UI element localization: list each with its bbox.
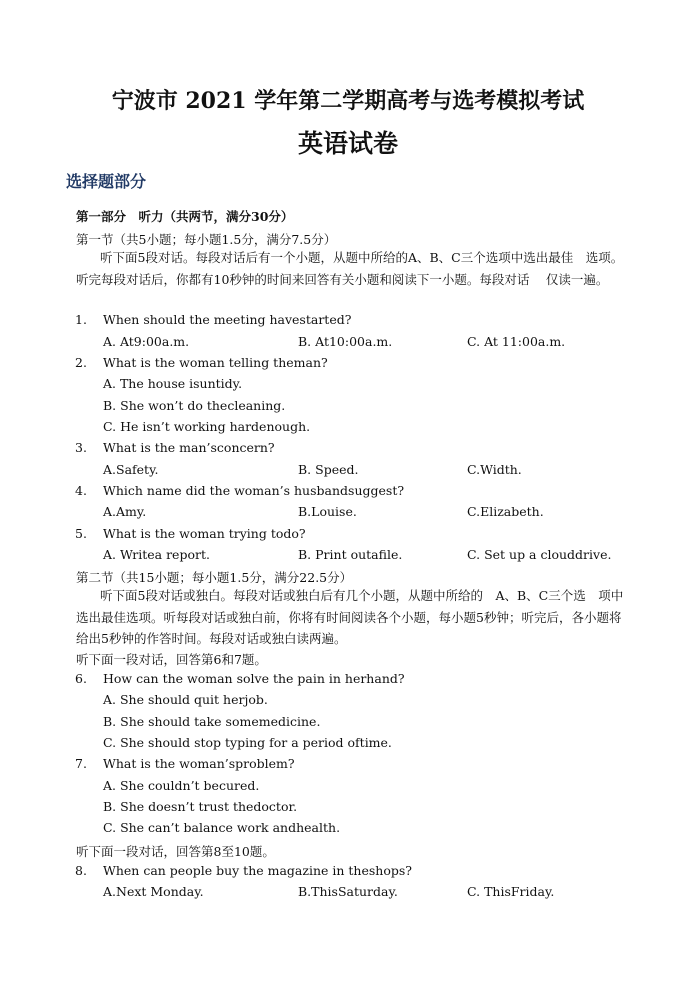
question-number: 3.	[75, 440, 87, 455]
option-c: C. At 11:00a.m.	[467, 334, 566, 349]
option-a: A. She couldn’t becured.	[103, 778, 260, 793]
option-c: C. She should stop typing for a period oftime.	[103, 735, 392, 750]
dialogue-lead: 听下面一段对话，回答第8至10题。	[76, 844, 275, 859]
question-text: When should the meeting havestarted?	[103, 312, 352, 327]
option-a: A.Amy.	[103, 504, 147, 519]
question-number: 7.	[75, 756, 87, 771]
option-a: A. At9:00a.m.	[103, 334, 190, 349]
option-c: C. He isn’t working hardenough.	[103, 419, 311, 434]
question-number: 2.	[75, 355, 87, 370]
question-text: What is the man’sconcern?	[103, 440, 275, 455]
exam-title: 宁波市 2021 学年第二学期高考与选考模拟考试	[111, 88, 585, 114]
option-b: B. Speed.	[298, 462, 359, 477]
option-b: B. Print outafile.	[298, 547, 403, 562]
option-c: C. She can’t balance work andhealth.	[103, 820, 341, 835]
question-text: What is the woman’sproblem?	[103, 756, 295, 771]
question-text: How can the woman solve the pain in herhand?	[103, 671, 405, 686]
option-b: B. She doesn’t trust thedoctor.	[103, 799, 298, 814]
question-text: What is the woman trying todo?	[103, 526, 306, 541]
question-number: 8.	[75, 863, 87, 878]
part1-heading: 第一部分 听力（共两节，满分30分）	[76, 209, 294, 224]
option-b: B.ThisSaturday.	[298, 884, 398, 899]
dialogue-lead: 听下面一段对话，回答第6和7题。	[76, 652, 267, 667]
question-number: 5.	[75, 526, 87, 541]
question-text: When can people buy the magazine in theshops?	[103, 863, 412, 878]
option-a: A. The house isuntidy.	[103, 376, 243, 391]
option-a: A. She should quit herjob.	[103, 692, 268, 707]
option-a: A.Safety.	[103, 462, 159, 477]
question-number: 6.	[75, 671, 87, 686]
option-c: C.Elizabeth.	[467, 504, 544, 519]
option-c: C.Width.	[467, 462, 522, 477]
option-a: A.Next Monday.	[103, 884, 204, 899]
sec2-heading: 第二节（共15小题；每小题1.5分，满分22.5分）	[76, 570, 353, 585]
question-number: 1.	[75, 312, 87, 327]
sec1-instruction: 听下面5段对话。每段对话后有一个小题，从题中所给的A、B、C三个选项中选出最佳 选项。听完每段对话后，你都有10秒钟的时间来回答有关小题和阅读下一小题。每段对话 仅读一遍。	[76, 250, 624, 287]
option-c: C. Set up a clouddrive.	[467, 547, 612, 562]
option-a: A. Writea report.	[103, 547, 210, 562]
section-heading: 选择题部分	[66, 172, 147, 191]
question-text: Which name did the woman’s husbandsuggest?	[103, 483, 405, 498]
question-text: What is the woman telling theman?	[103, 355, 328, 370]
option-b: B. At10:00a.m.	[298, 334, 393, 349]
sec2-instruction: 听下面5段对话或独白。每段对话或独白后有几个小题，从题中所给的 A、B、C三个选 项中选出最佳选项。听每段对话或独白前，你将有时间阅读各个小题，每小题5秒钟；听完后，各小题将给出5秒钟的作答时间。每段对话或独白读两遍。	[76, 588, 624, 646]
option-b: B. She won’t do thecleaning.	[103, 398, 286, 413]
exam-subtitle: 英语试卷	[297, 129, 398, 158]
question-number: 4.	[75, 483, 87, 498]
option-b: B. She should take somemedicine.	[103, 714, 321, 729]
option-b: B.Louise.	[298, 504, 357, 519]
option-c: C. ThisFriday.	[467, 884, 555, 899]
sec1-heading: 第一节（共5小题；每小题1.5分，满分7.5分）	[76, 232, 337, 247]
